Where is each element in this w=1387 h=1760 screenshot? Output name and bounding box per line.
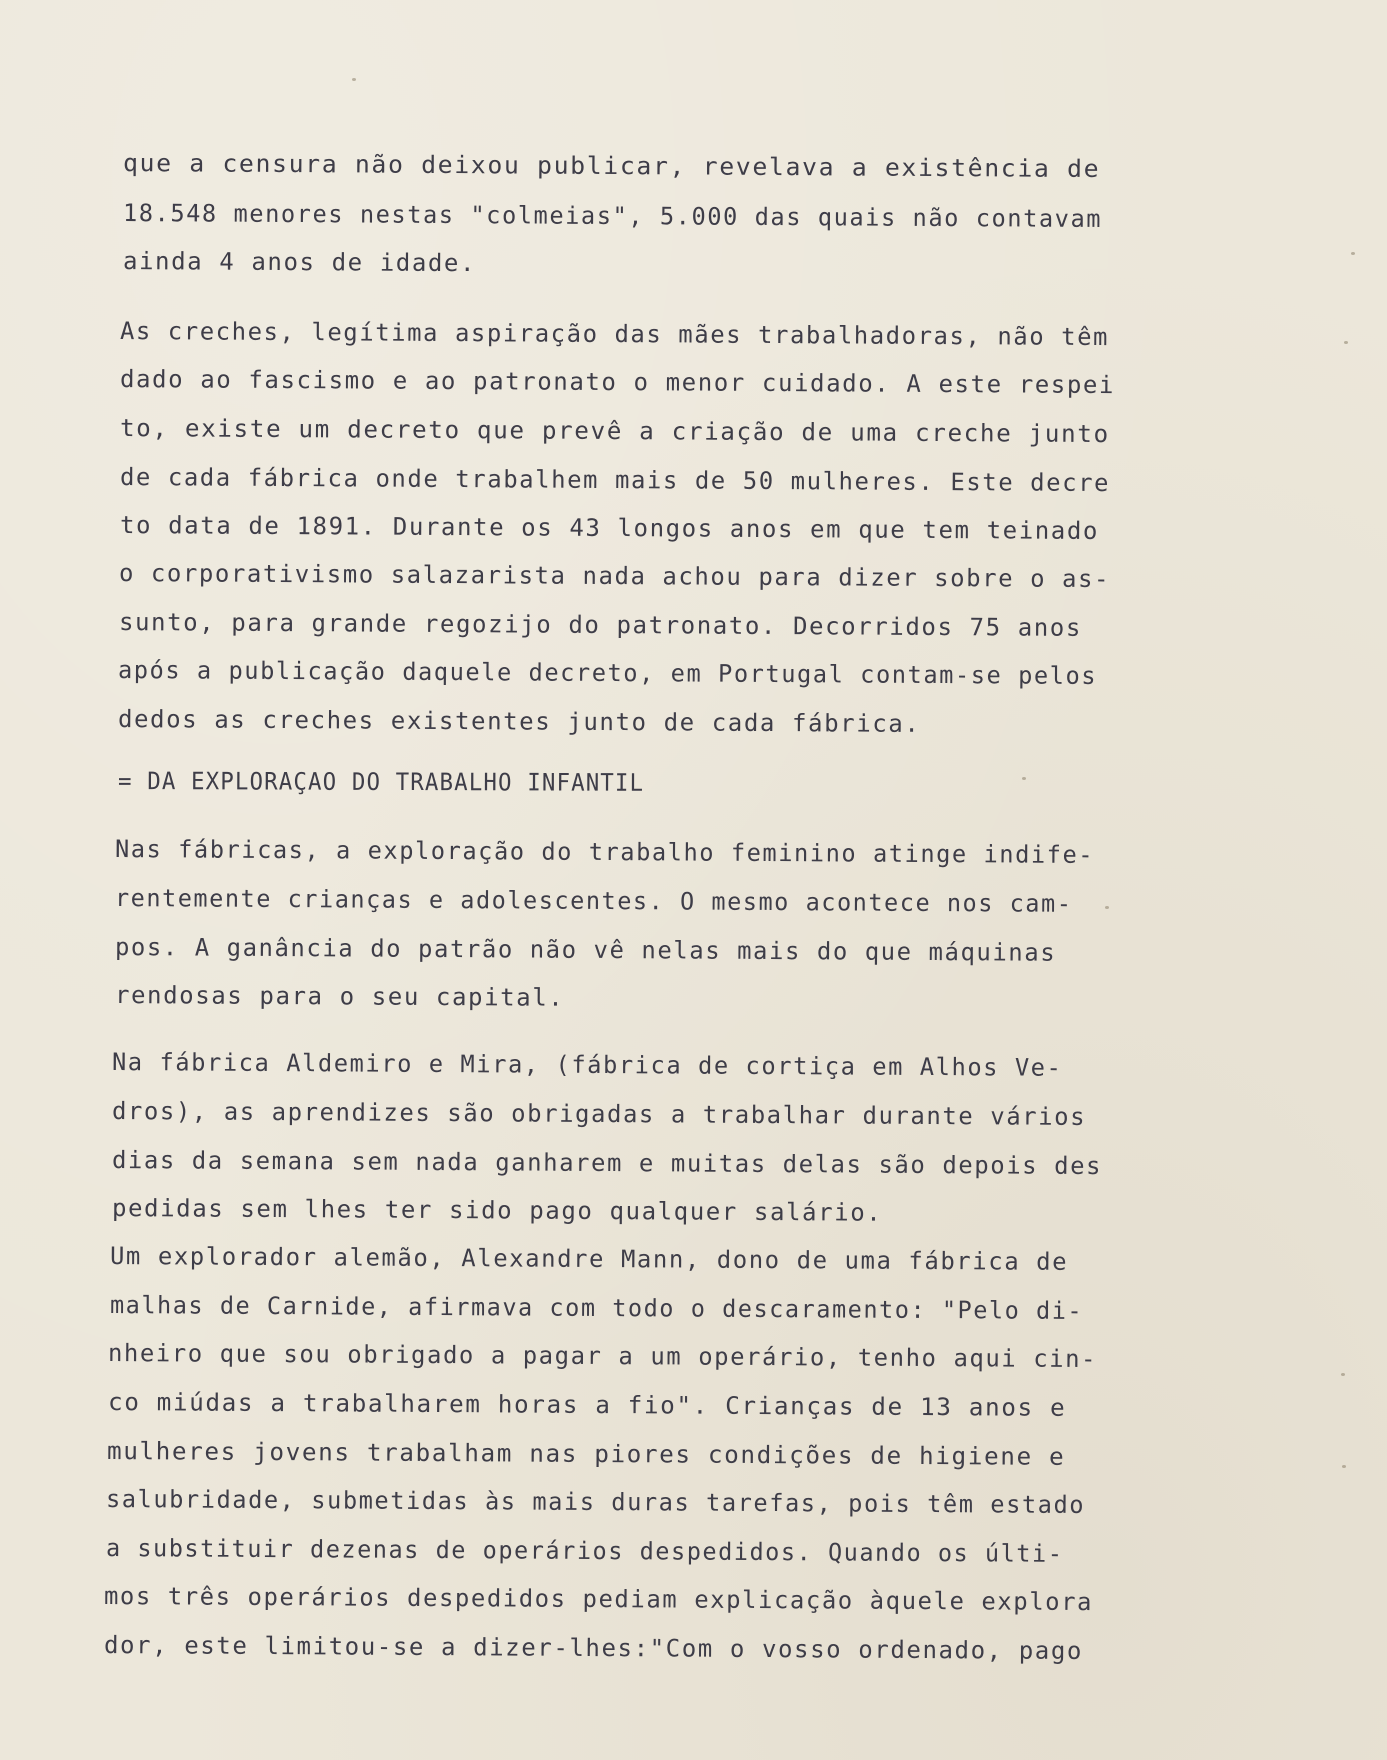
text-line: nheiro que sou obrigado a pagar a um operário, tenho aqui cin- xyxy=(107,1339,1098,1374)
text-line: dor, este limitou-se a dizer-lhes:"Com o vosso ordenado, pago xyxy=(103,1631,1084,1665)
section-heading: = DA EXPLORAÇAO DO TRABALHO INFANTIL xyxy=(117,767,645,797)
text-line: que a censura não deixou publicar, revelava a existência de xyxy=(122,149,1101,183)
text-line: rentemente crianças e adolescentes. O mesmo acontece nos cam- xyxy=(114,884,1073,918)
paper-speck xyxy=(352,78,356,81)
text-line: a substituir dezenas de operários despedidos. Quando os últi- xyxy=(105,1534,1064,1568)
text-line: dado ao fascismo e ao patronato o menor cuidado. A este respei xyxy=(119,365,1116,400)
text-line: 18.548 menores nestas "colmeias", 5.000 das quais não contavam xyxy=(122,199,1103,233)
text-line: malhas de Carnide, afirmava com todo o descaramento: "Pelo di- xyxy=(109,1291,1084,1325)
text-line: As creches, legítima aspiração das mães trabalhadoras, não têm xyxy=(119,317,1110,352)
text-line: sunto, para grande regozijo do patronato. Decorridos 75 anos xyxy=(118,608,1083,642)
paper-speck xyxy=(1344,341,1348,344)
text-line: o corporativismo salazarista nada achou para dizer sobre o as- xyxy=(118,559,1111,594)
text-line: to data de 1891. Durante os 43 longos anos em que tem teinado xyxy=(119,511,1100,545)
text-line: co miúdas a trabalharem horas a fio". Crianças de 13 anos e xyxy=(107,1388,1067,1422)
text-line: dedos as creches existentes junto de cada fábrica. xyxy=(117,705,921,738)
paper-speck xyxy=(1022,777,1026,780)
text-line: pedidas sem lhes ter sido pago qualquer salário. xyxy=(111,1194,883,1227)
paper-speck xyxy=(1341,1373,1345,1376)
paper-speck xyxy=(1351,252,1355,255)
text-line: pos. A ganância do patrão não vê nelas mais do que máquinas xyxy=(114,933,1057,967)
text-line: salubridade, submetidas às mais duras tarefas, pois têm estado xyxy=(105,1485,1086,1519)
text-line: Na fábrica Aldemiro e Mira, (fábrica de cortiça em Alhos Ve- xyxy=(111,1048,1063,1082)
text-line: após a publicação daquele decreto, em Portugal contam-se pelos xyxy=(117,656,1098,690)
text-line: Nas fábricas, a exploração do trabalho feminino atinge indife- xyxy=(114,835,1095,869)
text-line: Um explorador alemão, Alexandre Mann, dono de uma fábrica de xyxy=(109,1242,1069,1276)
text-line: dias da semana sem nada ganharem e muitas delas são depois des xyxy=(111,1146,1103,1181)
text-line: mulheres jovens trabalham nas piores condições de higiene e xyxy=(106,1437,1066,1471)
paper-speck xyxy=(1105,906,1109,909)
text-line: to, existe um decreto que prevê a criação de uma creche junto xyxy=(119,414,1110,449)
text-line: mos três operários despedidos pediam explicação àquele explora xyxy=(103,1582,1094,1617)
text-line: de cada fábrica onde trabalhem mais de 50 mulheres. Este decre xyxy=(119,463,1111,498)
text-line: ainda 4 anos de idade. xyxy=(122,247,477,278)
text-line: rendosas para o seu capital. xyxy=(114,981,565,1012)
paper-speck xyxy=(1342,1465,1346,1468)
text-line: dros), as aprendizes são obrigadas a trabalhar durante vários xyxy=(111,1097,1087,1131)
